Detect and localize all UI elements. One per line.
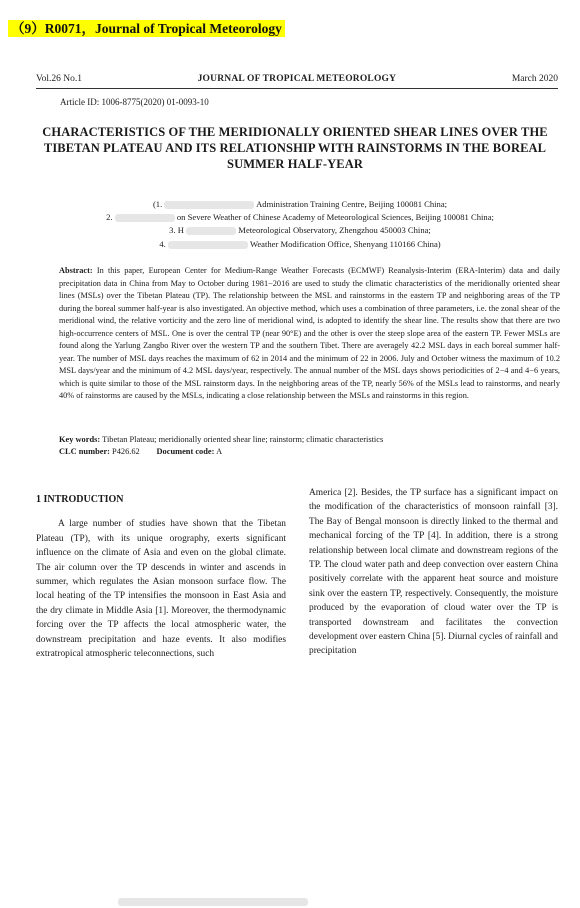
paper-title: CHARACTERISTICS OF THE MERIDIONALLY ORIENTED SHEAR LINES OVER THE TIBETAN PLATEAU AND ITS RELATIONSHIP WITH RAINSTORMS IN THE BOREAL SUMMER HALF-YEAR	[42, 125, 548, 171]
keywords-block	[59, 434, 560, 459]
affiliation-3: 3. H Meteorological Observatory, Zhengzhou 450003 China;	[169, 225, 431, 236]
volume-label: Vol.26 No.1	[36, 74, 83, 84]
abstract-text: In this paper, European Center for Medium-Range Weather Forecasts (ECMWF) Reanalysis-Interim (ERA-Interim) data and daily precipitation data in China from May to October during 1981−2016 are used to study the climatic characteristics of the meridionally oriented shear lines (MSLs) over the Tibetan Plateau (TP). The relationship between the MSL and rainstorms in the eastern TP and neighboring areas of the TP during the boreal summer half-year is also investigated. An objective method, which uses a combination of three parameters, i.e. the zonal shear of the meridional wind, the relative vorticity and the zero line of meridional wind, is adopted to identify the shear line. The results show that there are two high-occurrence centers of MSL. One is over the central TP (near 90°E) and the other is over the steep slope area of the eastern TP. Fewer MSLs are found along the Yarlung Zangbo River over the western TP and the southern Tibet. There are averagely 42.2 MSL days in each boreal summer half-year. The number of MSL days reaches the maximum of 62 in 2014 and the minimum of 22 in 2006. July and October witness the maximum of 10.2 MSL days/year and the minimum of 4.2 MSL days/year, respectively. The annual number of the MSL days shows periodicities of 2−4 and 4−6 years, which is quite similar to those of the MSL rainstorm days. In the neighboring areas of the TP, nearly 56% of the MSLs lead to rainstorms, and nearly 40% of rainstorms are caused by the MSLs, indicating a close relationship between the MSLs and rainstorms in this region.	[59, 266, 560, 400]
running-header	[36, 74, 558, 84]
redacted-text	[115, 214, 175, 222]
header-rule	[36, 88, 558, 89]
affiliation-4: 4. Weather Modification Office, Shenyang 110166 China)	[159, 238, 441, 249]
redacted-text	[164, 201, 254, 209]
article-id: Article ID: 1006-8775(2020) 01-0093-10	[60, 97, 209, 107]
left-column	[36, 486, 286, 661]
intro-paragraph-continued: America [2]. Besides, the TP surface has a significant impact on the modification of the characteristics of monsoon rainfall [3]. The Bay of Bengal monsoon is directly linked to the thermal and mechanical forcing of the TP [4]. In addition, there is a strong relationship between local climate and downstream regions of the TP. The cloud water path and deep convection over eastern China positively correlate with the apparent heat source and moisture sink over the eastern TP, respectively. Consequently, the moisture produced by the evaporation of cloud water over the TP is transported downstream and facilitates the convection development over eastern China [5]. Diurnal cycles of rainfall and precipitation	[309, 488, 558, 657]
document-tag: （9）R0071，Journal of Tropical Meteorology	[8, 20, 285, 37]
abstract-label: Abstract:	[59, 266, 93, 275]
journal-name: JOURNAL OF TROPICAL METEOROLOGY	[197, 74, 397, 84]
redacted-text	[186, 227, 236, 235]
right-column	[309, 486, 558, 659]
keywords-line: Key words: Tibetan Plateau; meridionally oriented shear line; rainstorm; climatic characteristics	[59, 435, 384, 444]
issue-date: March 2020	[511, 74, 558, 84]
affiliation-2: 2. on Severe Weather of Chinese Academy of Meteorological Sciences, Beijing 100081 China;	[106, 212, 494, 223]
affiliation-1: (1. Administration Training Centre, Beijing 100081 China;	[152, 199, 448, 209]
redacted-text	[168, 241, 248, 249]
clc-line: CLC number: P426.62 Document code: A	[59, 447, 223, 457]
redacted-doi	[118, 896, 308, 908]
intro-paragraph: A large number of studies have shown that the Tibetan Plateau (TP), with its unique orography, exerts significant influence on the climate of Asia and even on the global climate. The air column over the TP descends in winter and ascends in summer, which regulates the Asian monsoon surface flow. The local heating of the TP intensifies the monsoon in East Asia and the dry climate in Middle Asia [1]. Moreover, the thermodynamic forcing over the TP affects the local atmospheric water, the downstream precipitation and haze events. It also modifies extratropical atmospheric teleconnections, such	[36, 519, 286, 660]
affiliations	[40, 198, 560, 251]
abstract	[59, 265, 560, 403]
section-heading: 1 INTRODUCTION	[36, 494, 124, 505]
